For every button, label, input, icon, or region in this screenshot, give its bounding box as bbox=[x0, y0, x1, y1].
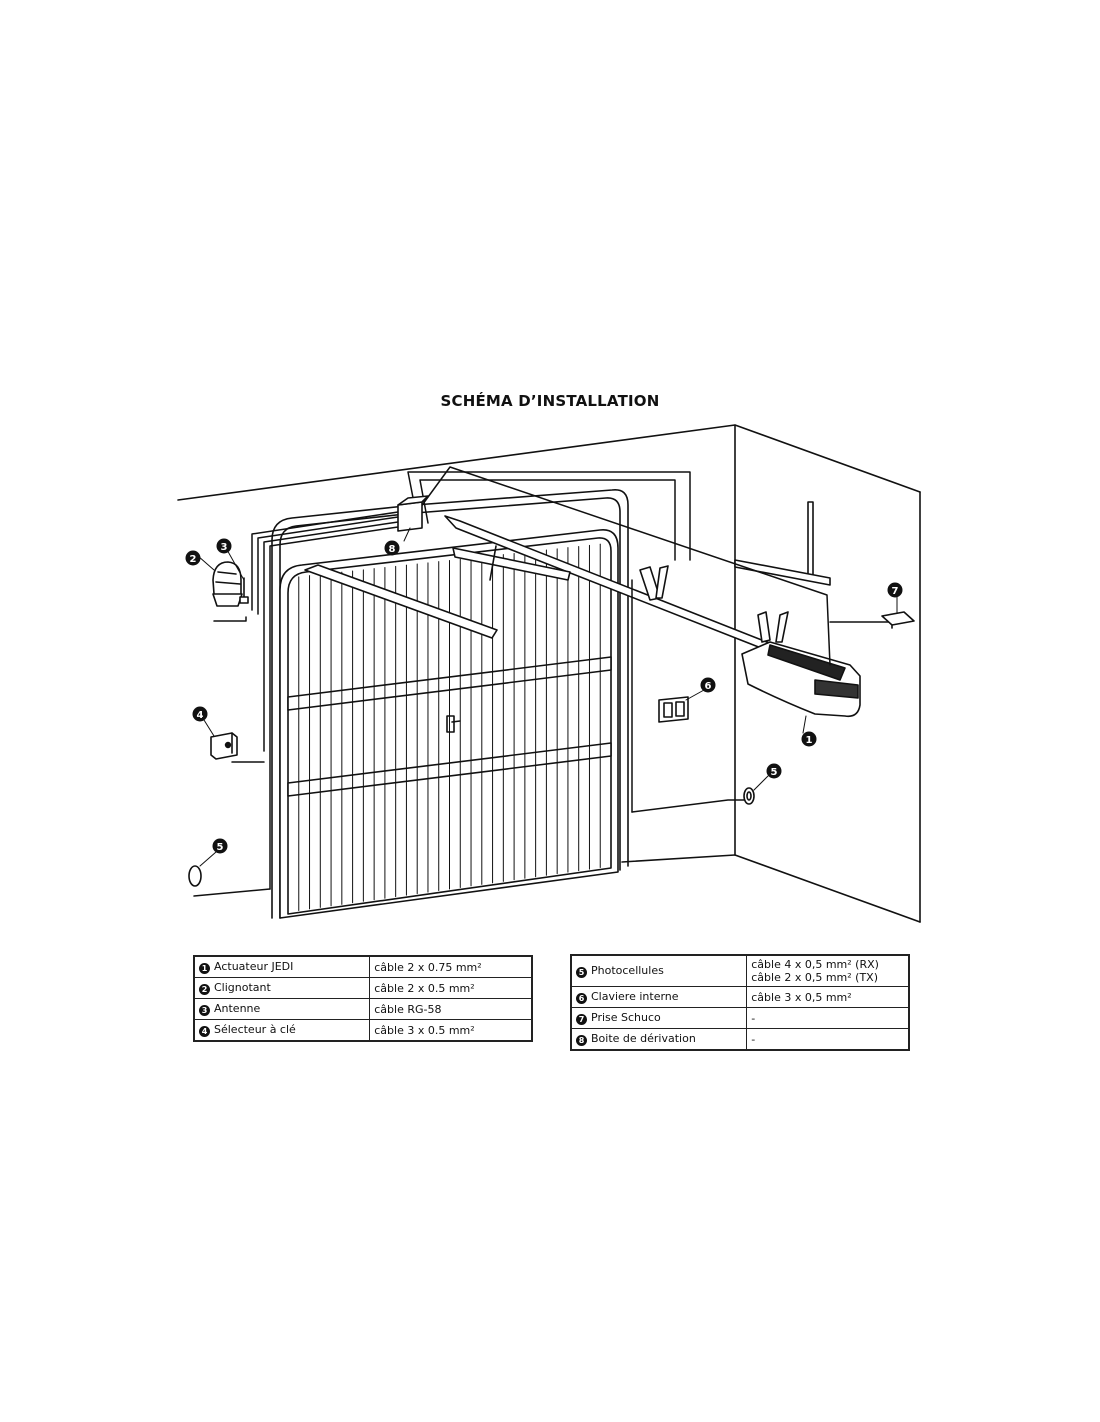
legend-component-name: Claviere interne bbox=[591, 990, 679, 1003]
legend-component-cell bbox=[194, 978, 370, 999]
legend-cable-cell bbox=[370, 978, 532, 999]
callout-3-icon bbox=[217, 539, 232, 554]
callout-4-icon bbox=[193, 707, 208, 722]
callout-5-icon bbox=[213, 839, 228, 854]
legend-component-name: Clignotant bbox=[214, 981, 271, 994]
legend-row bbox=[571, 955, 909, 987]
legend-component-name: Sélecteur à clé bbox=[214, 1023, 296, 1036]
svg-text:7: 7 bbox=[891, 586, 899, 597]
legend-component-cell bbox=[194, 1020, 370, 1042]
legend-number-badge: 6 bbox=[576, 993, 587, 1004]
legend-cable-spec: câble RG-58 bbox=[374, 1002, 442, 1016]
legend-cable-spec: câble 2 x 0.5 mm² bbox=[374, 981, 475, 995]
legend-cable-spec-secondary: câble 2 x 0,5 mm² (TX) bbox=[751, 971, 879, 984]
legend-table-right bbox=[570, 954, 910, 1051]
legend-row bbox=[194, 956, 532, 978]
callout-7-icon bbox=[888, 583, 903, 598]
schuko-socket-icon bbox=[882, 612, 914, 628]
legend-component-name: Photocellules bbox=[591, 964, 664, 977]
internal-keypad-icon bbox=[659, 697, 688, 722]
legend-component-name: Actuateur JEDI bbox=[214, 960, 294, 973]
legend-row bbox=[194, 1020, 532, 1042]
svg-text:6: 6 bbox=[704, 681, 712, 692]
svg-text:1: 1 bbox=[805, 735, 813, 746]
legend-number-badge: 8 bbox=[576, 1035, 587, 1046]
legend-number-badge: 1 bbox=[199, 963, 210, 974]
legend-cable-cell bbox=[747, 1029, 909, 1051]
legend-component-cell bbox=[194, 999, 370, 1020]
legend-number-badge: 2 bbox=[199, 984, 210, 995]
legend-number-badge: 3 bbox=[199, 1005, 210, 1016]
callout-5b-icon bbox=[767, 764, 782, 779]
legend-cable-cell bbox=[747, 955, 909, 987]
actuator-motor bbox=[742, 642, 860, 716]
legend-component-cell bbox=[571, 1029, 747, 1051]
legend-cable-cell bbox=[370, 999, 532, 1020]
legend-row bbox=[194, 978, 532, 999]
legend-cable-spec: câble 3 x 0,5 mm² bbox=[751, 990, 852, 1004]
legend-cable-cell bbox=[370, 956, 532, 978]
svg-text:5: 5 bbox=[216, 842, 224, 853]
legend-component-cell bbox=[571, 987, 747, 1008]
legend-number-badge: 7 bbox=[576, 1014, 587, 1025]
junction-box-icon bbox=[398, 496, 428, 531]
callout-6-icon bbox=[701, 678, 716, 693]
legend-cable-spec: - bbox=[751, 1032, 756, 1046]
legend-component-cell bbox=[571, 955, 747, 987]
svg-text:3: 3 bbox=[220, 542, 228, 553]
svg-text:4: 4 bbox=[196, 710, 204, 721]
svg-text:5: 5 bbox=[770, 767, 778, 778]
svg-text:2: 2 bbox=[189, 554, 197, 565]
legend-cable-spec: câble 4 x 0,5 mm² (RX) bbox=[751, 958, 879, 971]
callout-8-icon bbox=[385, 541, 400, 556]
svg-text:8: 8 bbox=[388, 544, 396, 555]
legend-cable-spec: - bbox=[751, 1011, 756, 1025]
legend-component-name: Boite de dérivation bbox=[591, 1032, 696, 1045]
legend-table-left bbox=[193, 955, 533, 1042]
legend-row bbox=[194, 999, 532, 1020]
legend-component-cell bbox=[194, 956, 370, 978]
legend-cable-spec: câble 2 x 0.75 mm² bbox=[374, 960, 482, 974]
legend-component-name: Antenne bbox=[214, 1002, 261, 1015]
legend-number-badge: 4 bbox=[199, 1026, 210, 1037]
legend-row bbox=[571, 1008, 909, 1029]
callout-1-icon bbox=[802, 732, 817, 747]
key-selector-icon bbox=[211, 733, 237, 759]
legend-row bbox=[571, 987, 909, 1008]
legend-component-name: Prise Schuco bbox=[591, 1011, 661, 1024]
legend-cable-cell bbox=[370, 1020, 532, 1042]
page-title: SCHÉMA D’INSTALLATION bbox=[440, 392, 660, 410]
legend-number-badge: 5 bbox=[576, 967, 587, 978]
legend-cable-cell bbox=[747, 987, 909, 1008]
legend-cable-spec: câble 3 x 0.5 mm² bbox=[374, 1023, 475, 1037]
legend-cable-cell bbox=[747, 1008, 909, 1029]
callout-2-icon bbox=[186, 551, 201, 566]
legend-component-cell bbox=[571, 1008, 747, 1029]
legend-row bbox=[571, 1029, 909, 1051]
